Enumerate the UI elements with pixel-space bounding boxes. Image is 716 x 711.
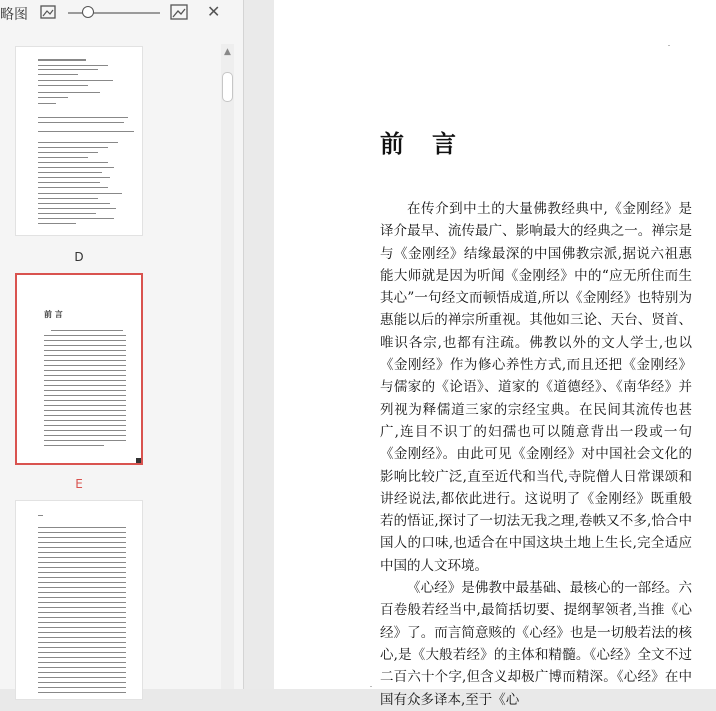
scrollbar-thumb[interactable] <box>222 72 233 102</box>
thumbnail-panel <box>0 0 244 689</box>
scroll-up-icon[interactable]: ▲ <box>224 47 231 57</box>
paragraph: 在传介到中土的大量佛教经典中,《金刚经》是译介最早、流传最广、影响最大的经典之一。禅宗是与《金刚经》结缘最深的中国佛教宗派,据说六祖惠能大师就是因为听闻《金刚经》中的“应无所住而生其心”一句经文而顿悟成道,所以《金刚经》也特别为惠能以后的禅宗所重视。其他如三论、天台、贤首、唯识各宗,也都有注疏。佛教以外的文人学士,也以《金刚经》作为修心养性方式,而且还把《金刚经》与儒家的《论语》、道家的《道德经》、《南华经》并列视为释儒道三家的宗经宝典。在民间其流传也甚广,连目不识丁的妇孺也可以随意背出一段或一句《金刚经》。由此可见《金刚经》对中国社会文化的影响比较广泛,直至近代和当代,寺院僧人日常课颂和讲经说法,都依此进行。这说明了《金刚经》既重般若的悟证,探讨了一切法无我之理,卷帙又不多,恰合中国人的口味,也适合在中国这块土地上生长,完全适应中国的人文环境。 <box>380 201 692 574</box>
page-body <box>380 198 692 711</box>
zoom-out-icon[interactable] <box>40 5 56 19</box>
page-title: 前言 <box>380 129 484 158</box>
thumbnail-toolbar <box>0 0 243 28</box>
thumbnail-label-active: E <box>75 477 83 491</box>
thumbnail-scrollbar[interactable] <box>221 44 234 689</box>
thumbnail-list <box>0 28 220 689</box>
zoom-in-icon[interactable] <box>170 4 188 20</box>
document-page <box>274 0 716 708</box>
thumbnail-label: D <box>74 250 84 264</box>
zoom-slider-handle[interactable] <box>82 6 94 18</box>
thumbnail-title: 前 言 <box>44 309 63 319</box>
thumbnail-page-d[interactable] <box>15 46 143 236</box>
thumbnail-panel-title: 略图 <box>0 7 28 23</box>
page-mark <box>668 45 670 46</box>
thumbnail-page-next[interactable] <box>15 500 143 700</box>
close-panel-button[interactable]: ✕ <box>207 2 221 21</box>
page-mark <box>370 686 372 687</box>
page-gutter <box>244 0 274 689</box>
page-corner-marker <box>136 458 141 463</box>
thumbnail-page-e[interactable] <box>15 273 143 465</box>
paragraph: 《心经》是佛教中最基础、最核心的一部经。六百卷般若经当中,最简括切要、提纲挈领者,当推《心经》了。而言简意赅的《心经》也是一切般若法的核心,是《大般若经》的主体和精髓。《心经》全文不过二百六十个字,但含义却极广博而精深。《心经》在中国有众多译本,至于《心 <box>380 580 692 708</box>
